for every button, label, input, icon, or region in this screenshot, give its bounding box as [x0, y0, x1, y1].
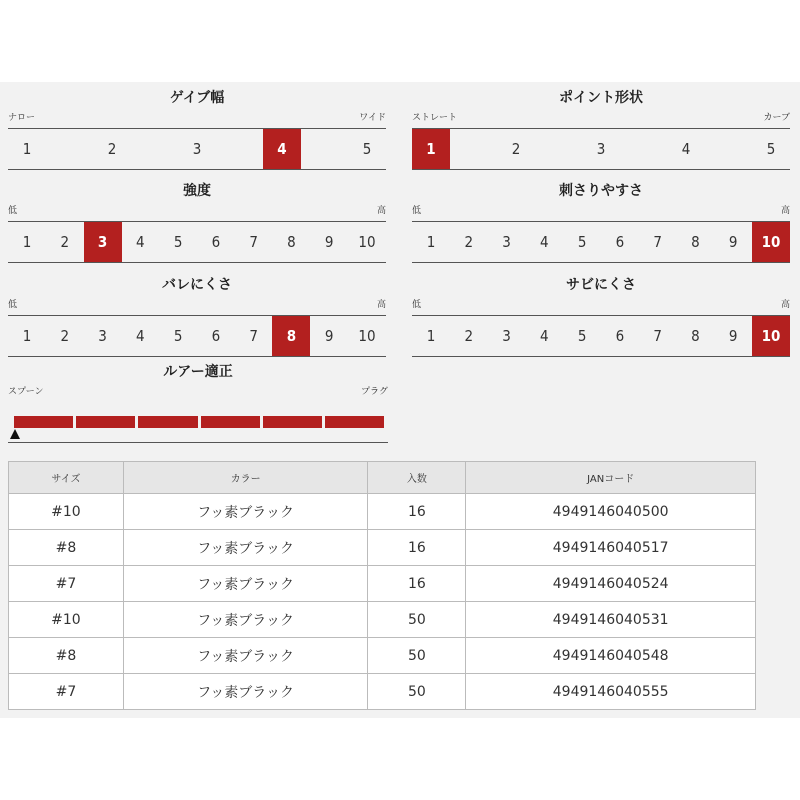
cell-quantity: 50 [368, 602, 466, 638]
scale-value: 5 [577, 233, 587, 251]
scale-value: 4 [540, 233, 549, 251]
scale-bar [412, 315, 790, 357]
scale-value-selected: 4 [263, 129, 301, 169]
scale-value: 2 [60, 233, 70, 251]
table-row [9, 602, 756, 638]
scale-low-label: 低 [412, 206, 422, 216]
scale-value: 2 [107, 140, 117, 158]
lure-range-segment [201, 416, 260, 428]
lure-baseline [8, 442, 388, 443]
header-jan-code: JANコード [466, 462, 756, 494]
cell-size: #10 [9, 602, 124, 638]
table-header-row [9, 462, 756, 494]
table-row [9, 638, 756, 674]
scale-value: 7 [653, 327, 662, 345]
scale-value: 3 [192, 140, 202, 158]
cell-size: #10 [9, 494, 124, 530]
scale-high-label: 高 [376, 300, 386, 310]
cell-size: #8 [9, 638, 124, 674]
scale-value: 7 [249, 327, 258, 345]
scale-high-label: カーブ [763, 113, 790, 123]
cell-color: フッ素ブラック [123, 638, 368, 674]
table-row [9, 674, 756, 710]
lure-range-segment [14, 416, 73, 428]
scale-value: 5 [577, 327, 587, 345]
cell-jan-code: 4949146040555 [466, 674, 756, 710]
cell-size: #7 [9, 674, 124, 710]
scale-title: バレにくさ [162, 277, 232, 293]
scale-value: 10 [358, 327, 376, 345]
scale-bar [8, 221, 386, 263]
cell-quantity: 50 [368, 638, 466, 674]
scale-value: 6 [211, 233, 221, 251]
scale-value-selected: 10 [752, 222, 790, 262]
table-row [9, 530, 756, 566]
scale-low-label: 低 [8, 206, 18, 216]
scale-value: 2 [511, 140, 521, 158]
header-size: サイズ [9, 462, 124, 494]
scale-bar [412, 221, 790, 263]
scale-value: 6 [615, 233, 625, 251]
scale-value: 3 [98, 327, 107, 345]
scale-value-selected: 8 [272, 316, 310, 356]
lure-range-segment [76, 416, 135, 428]
scale-value: 3 [596, 140, 606, 158]
scale-title: 強度 [183, 183, 211, 199]
scale-value: 8 [691, 327, 700, 345]
lure-range-segment [263, 416, 322, 428]
scale-title: ゲイブ幅 [169, 90, 225, 106]
scale-value: 4 [136, 233, 145, 251]
cell-size: #7 [9, 566, 124, 602]
scale-title: 刺さりやすさ [559, 183, 643, 199]
scale-value: 6 [615, 327, 625, 345]
scale-value: 8 [287, 233, 296, 251]
scale-value: 9 [324, 327, 334, 345]
lure-suitability-scale [8, 362, 388, 444]
scale-value: 1 [426, 233, 436, 251]
lure-range-segment [138, 416, 197, 428]
cell-jan-code: 4949146040500 [466, 494, 756, 530]
cell-color: フッ素ブラック [123, 602, 368, 638]
header-quantity: 入数 [368, 462, 466, 494]
scale-value-selected: 1 [412, 129, 450, 169]
scale-value-selected: 10 [752, 316, 790, 356]
scale-value: 2 [464, 327, 474, 345]
scale-value: 1 [22, 327, 32, 345]
scale-title: ポイント形状 [559, 90, 643, 106]
cell-color: フッ素ブラック [123, 566, 368, 602]
scale-high-label: 高 [780, 300, 790, 310]
header-color: カラー [123, 462, 368, 494]
scale-value: 3 [502, 327, 511, 345]
cell-quantity: 16 [368, 530, 466, 566]
scale-value: 5 [173, 327, 183, 345]
scale-low-label: 低 [412, 300, 422, 310]
scale-value: 9 [728, 233, 738, 251]
scale-high-label: 高 [376, 206, 386, 216]
scale-bar [8, 128, 386, 170]
triangle-marker-icon [10, 429, 20, 439]
scale-value: 5 [766, 140, 776, 158]
scale-value: 4 [681, 140, 691, 158]
scale-low-label: スプーン [8, 387, 44, 397]
cell-color: フッ素ブラック [123, 674, 368, 710]
scale-bar [412, 128, 790, 170]
cell-color: フッ素ブラック [123, 530, 368, 566]
scale-value: 2 [60, 327, 70, 345]
table-row [9, 566, 756, 602]
scale-value: 5 [173, 233, 183, 251]
lure-range-bar [14, 416, 384, 428]
scale-bar [8, 315, 386, 357]
scale-value: 4 [540, 327, 549, 345]
scale-low-label: ストレート [412, 113, 458, 123]
scale-value: 3 [502, 233, 511, 251]
cell-size: #8 [9, 530, 124, 566]
scale-value: 1 [22, 140, 32, 158]
table-row [9, 494, 756, 530]
scale-value: 7 [653, 233, 662, 251]
scale-value: 9 [728, 327, 738, 345]
cell-quantity: 16 [368, 494, 466, 530]
cell-jan-code: 4949146040548 [466, 638, 756, 674]
scale-high-label: 高 [780, 206, 790, 216]
lure-range-segment [325, 416, 384, 428]
scale-title: ルアー適正 [163, 364, 233, 380]
scale-value: 4 [136, 327, 145, 345]
scale-value: 6 [211, 327, 221, 345]
cell-jan-code: 4949146040524 [466, 566, 756, 602]
scale-value-selected: 3 [84, 222, 122, 262]
cell-color: フッ素ブラック [123, 494, 368, 530]
cell-quantity: 16 [368, 566, 466, 602]
scale-title: サビにくさ [566, 277, 636, 293]
product-spec-table [8, 461, 756, 710]
scale-value: 10 [358, 233, 376, 251]
cell-quantity: 50 [368, 674, 466, 710]
scale-value: 2 [464, 233, 474, 251]
scale-low-label: ナロー [8, 113, 36, 123]
cell-jan-code: 4949146040517 [466, 530, 756, 566]
scale-high-label: プラグ [360, 387, 388, 397]
scale-value: 7 [249, 233, 258, 251]
scale-value: 1 [22, 233, 32, 251]
cell-jan-code: 4949146040531 [466, 602, 756, 638]
scale-low-label: 低 [8, 300, 18, 310]
scale-value: 5 [362, 140, 372, 158]
scale-value: 9 [324, 233, 334, 251]
scale-high-label: ワイド [359, 113, 386, 123]
scale-value: 1 [426, 327, 436, 345]
scale-value: 8 [691, 233, 700, 251]
